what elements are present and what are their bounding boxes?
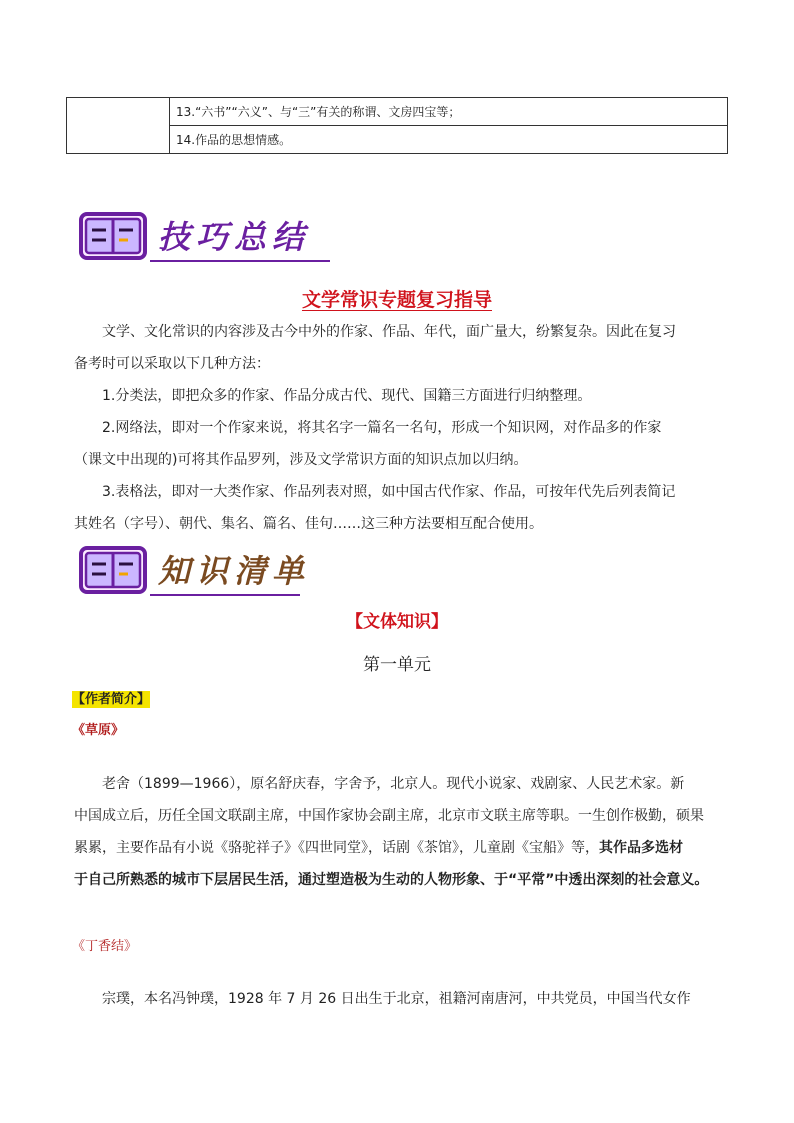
guide-body (74, 316, 722, 540)
method-3: 3.表格法，即对一大类作家、作品列表对照，如中国古代作家、作品，可按年代先后列表简记 (102, 484, 676, 500)
bio-line: 中国成立后，历任全国文联副主席，中国作家协会副主席，北京市文联主席等职。一生创作极勤，硕果 (74, 808, 704, 824)
banner-title: 知识清单 (158, 552, 311, 590)
method-3-cont: 其姓名（字号）、朝代、集名、篇名、佳句……这三种方法要相互配合使用。 (74, 516, 543, 532)
section-banner-knowledge (78, 542, 348, 612)
method-1: 1.分类法，即把众多的作家、作品分成古代、现代、国籍三方面进行归纳整理。 (102, 388, 592, 404)
banner-underline (150, 594, 300, 596)
bio-line: 老舍（1899—1966），原名舒庆春，字舍予，北京人。现代小说家、戏剧家、人民艺术家。新 (102, 776, 685, 792)
method-2: 2.网络法，即对一个作家来说，将其名字一篇名一名句，形成一个知识网，对作品多的作家 (102, 420, 662, 436)
author-bio-laoshe (74, 768, 722, 896)
unit-title: 第一单元 (363, 655, 431, 675)
table-row (67, 98, 728, 126)
section-banner-skills (78, 208, 348, 278)
book-icon (78, 208, 148, 262)
banner-title: 技巧总结 (158, 218, 311, 256)
bio-line: 宗璞，本名冯钟璞，1928 年 7 月 26 日出生于北京，祖籍河南唐河，中共党员，中国当代女作 (102, 991, 691, 1007)
method-2-cont: （课文中出现的)可将其作品罗列，涉及文学常识方面的知识点加以归纳。 (74, 452, 528, 468)
author-bio-zongpu (74, 983, 722, 1015)
guide-heading: 文学常识专题复习指导 (301, 289, 492, 311)
author-intro-tag: 【作者简介】 (72, 692, 151, 707)
banner-underline (150, 260, 330, 262)
topic-table (66, 97, 728, 154)
section-heading: 【文体知识】 (346, 612, 448, 632)
work-title: 《草原》 (72, 723, 125, 738)
table-cell-empty (67, 98, 170, 154)
book-icon (78, 542, 148, 596)
guide-intro-line: 备考时可以采取以下几种方法： (74, 356, 270, 372)
bio-line: 累累，主要作品有小说《骆驼祥子》《四世同堂》，话剧《茶馆》，儿童剧《宝船》等，其作品多选材 (74, 840, 683, 856)
guide-intro-line: 文学、文化常识的内容涉及古今中外的作家、作品、年代，面广量大，纷繁复杂。因此在复习 (102, 324, 676, 340)
table-cell: 14.作品的思想情感。 (170, 126, 728, 154)
table-cell: 13.“六书”“六义”、与“三”有关的称谓、文房四宝等； (170, 98, 728, 126)
bio-line: 于自己所熟悉的城市下层居民生活，通过塑造极为生动的人物形象、于“平常”中透出深刻的社会意义。 (74, 872, 709, 888)
work-title: 《丁香结》 (72, 939, 138, 954)
